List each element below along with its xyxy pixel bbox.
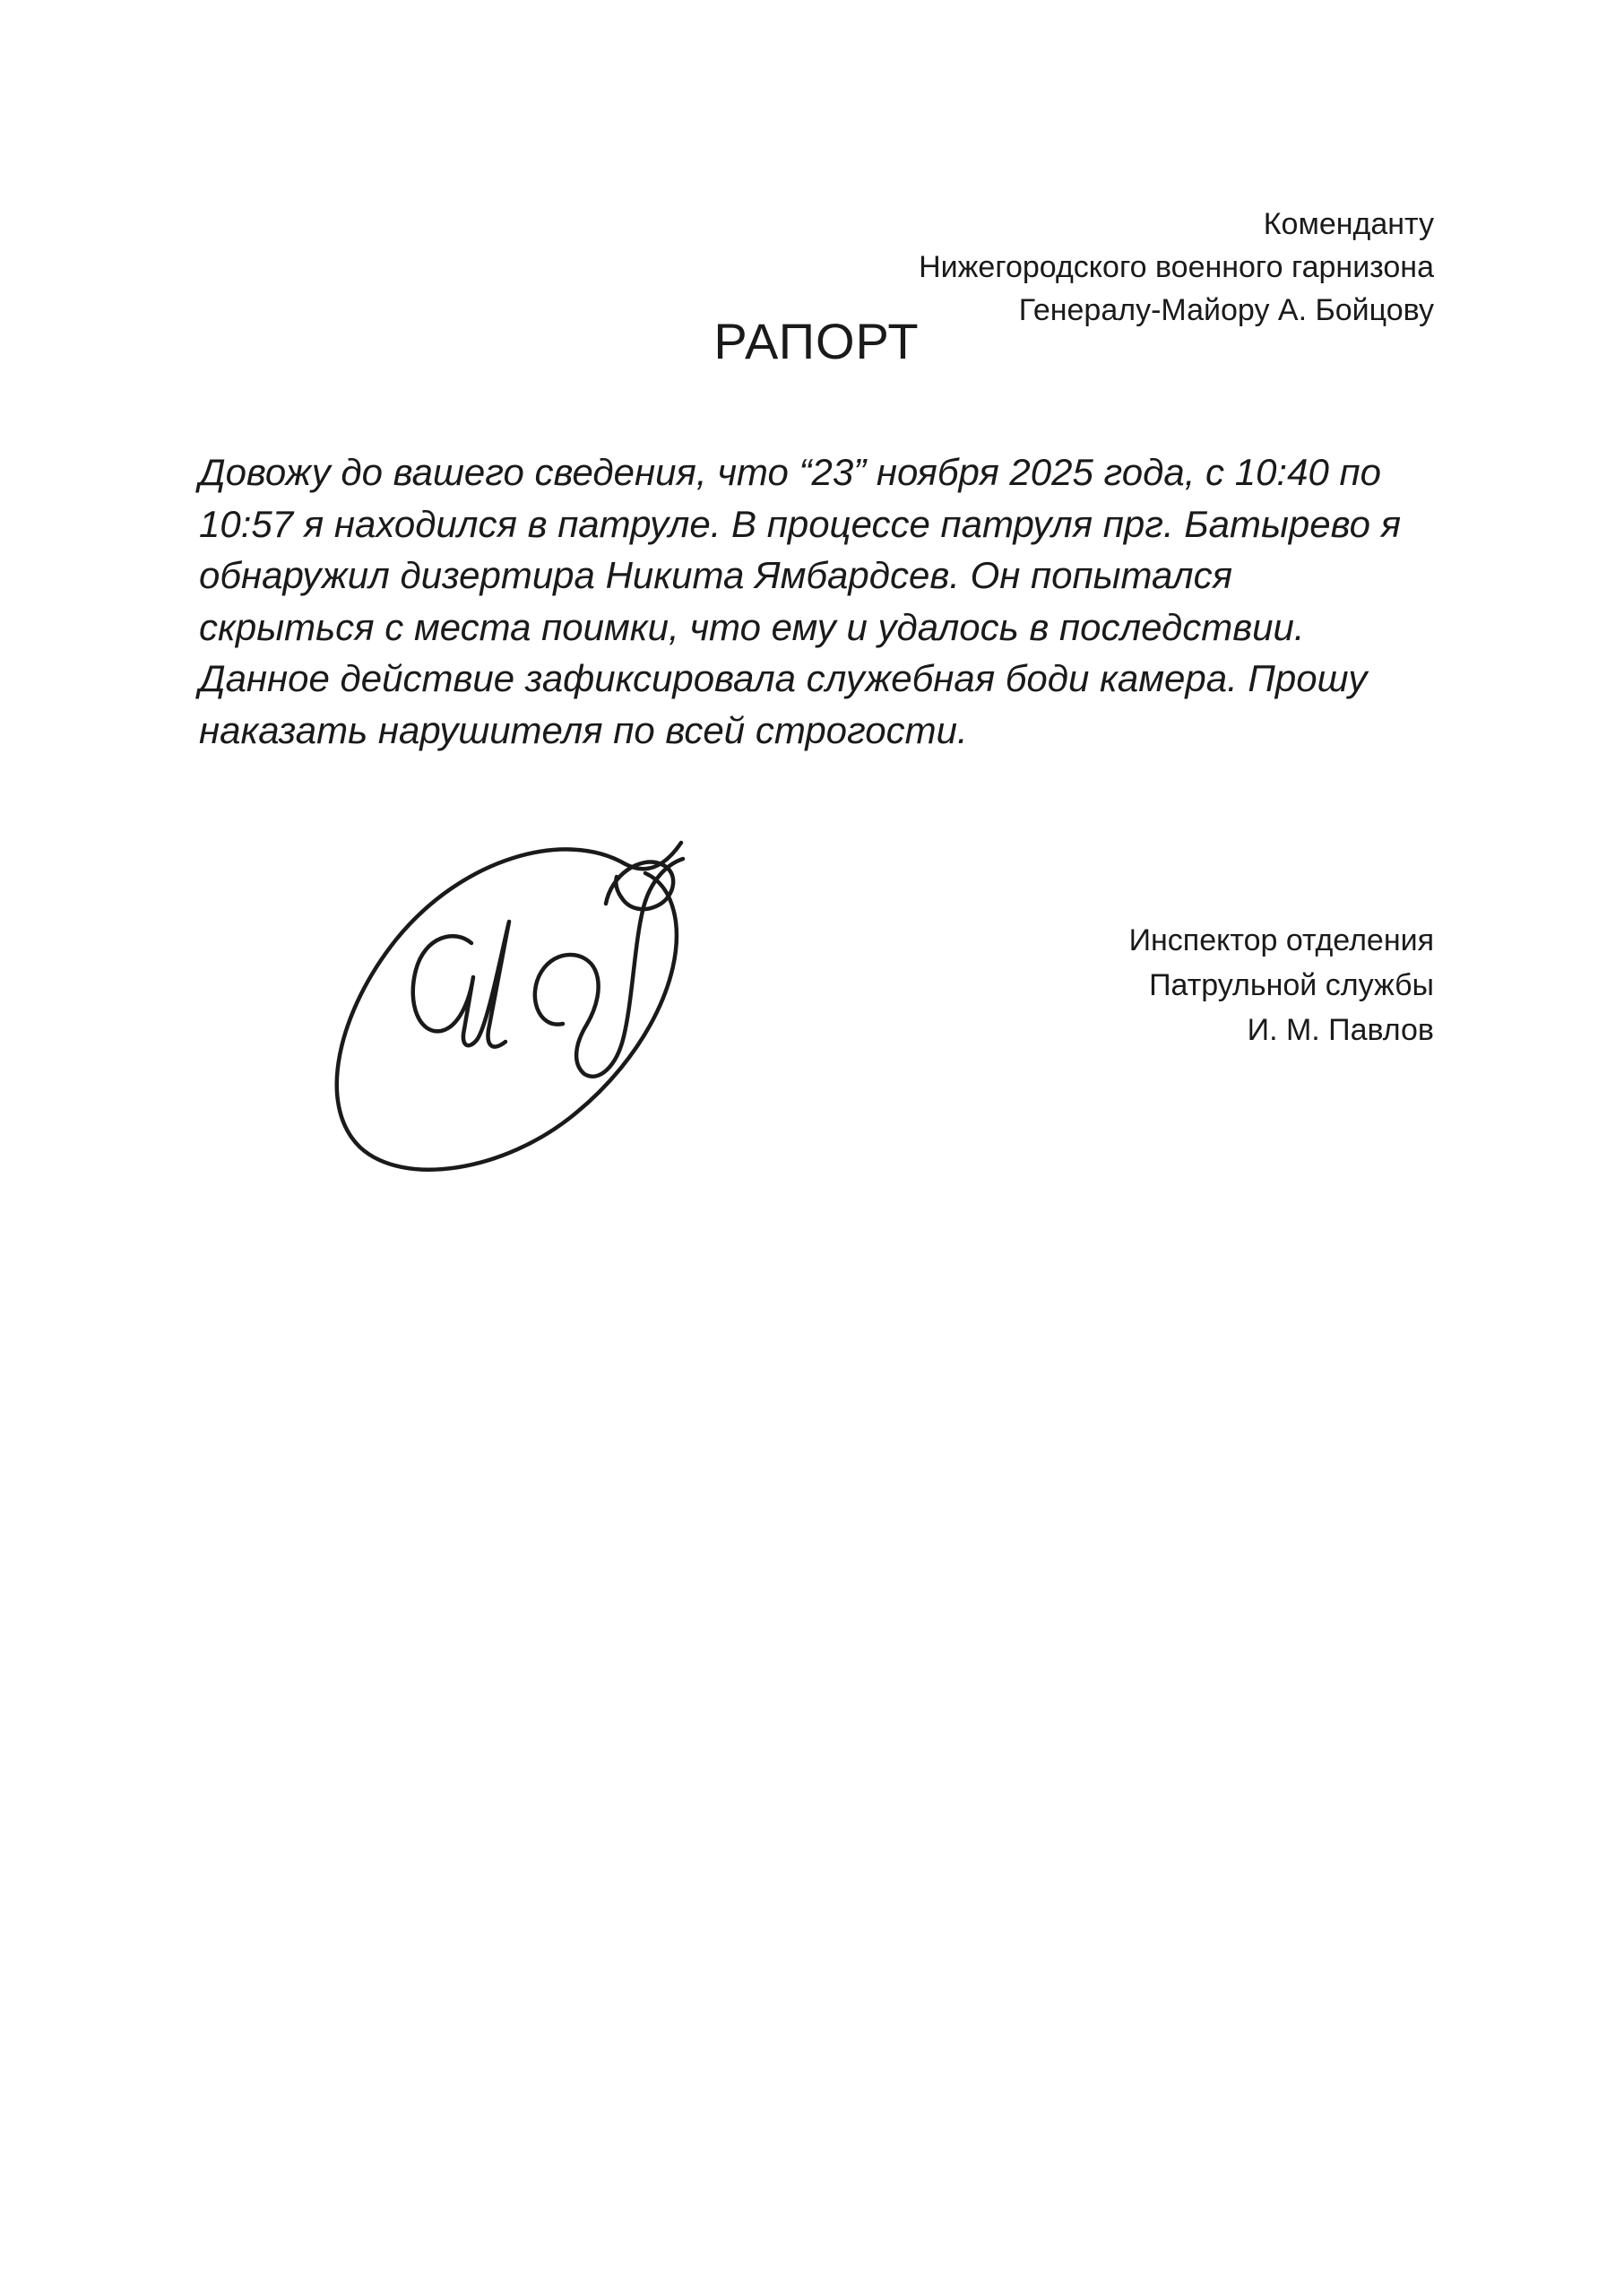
signoff-line-3: И. М. Павлов bbox=[1247, 1013, 1434, 1047]
signoff-block bbox=[1129, 918, 1434, 1052]
body-line-4: скрыться с места поимки, что ему и удалось в последствии. bbox=[199, 605, 1305, 648]
addressee-line-2: Нижегородского военного гарнизона bbox=[919, 250, 1434, 284]
body-line-2: 10:57 я находился в патруле. В процессе патруля прг. Батырево я bbox=[199, 502, 1402, 545]
body-line-3: обнаружил дизертира Никита Ямбардсев. Он попытался bbox=[199, 554, 1233, 596]
signoff-line-1: Инспектор отделения bbox=[1128, 923, 1434, 957]
body-line-1: Довожу до вашего сведения, что “23” ноября 2025 года, с 10:40 по bbox=[199, 451, 1381, 493]
signature-letter-i bbox=[413, 922, 509, 1047]
addressee-line-3: Генералу-Майору А. Бойцову bbox=[1018, 293, 1434, 327]
signature-scrawl bbox=[296, 807, 726, 1192]
addressee-line-1: Коменданту bbox=[1263, 207, 1434, 241]
body-line-6: наказать нарушителя по всей строгости. bbox=[199, 708, 968, 751]
signoff-line-2: Патрульной службы bbox=[1149, 968, 1434, 1002]
body-line-5: Данное действие зафиксировала служебная боди камера. Прошу bbox=[199, 657, 1368, 699]
report-title: РАПОРТ bbox=[713, 313, 920, 369]
report-body bbox=[199, 446, 1454, 756]
